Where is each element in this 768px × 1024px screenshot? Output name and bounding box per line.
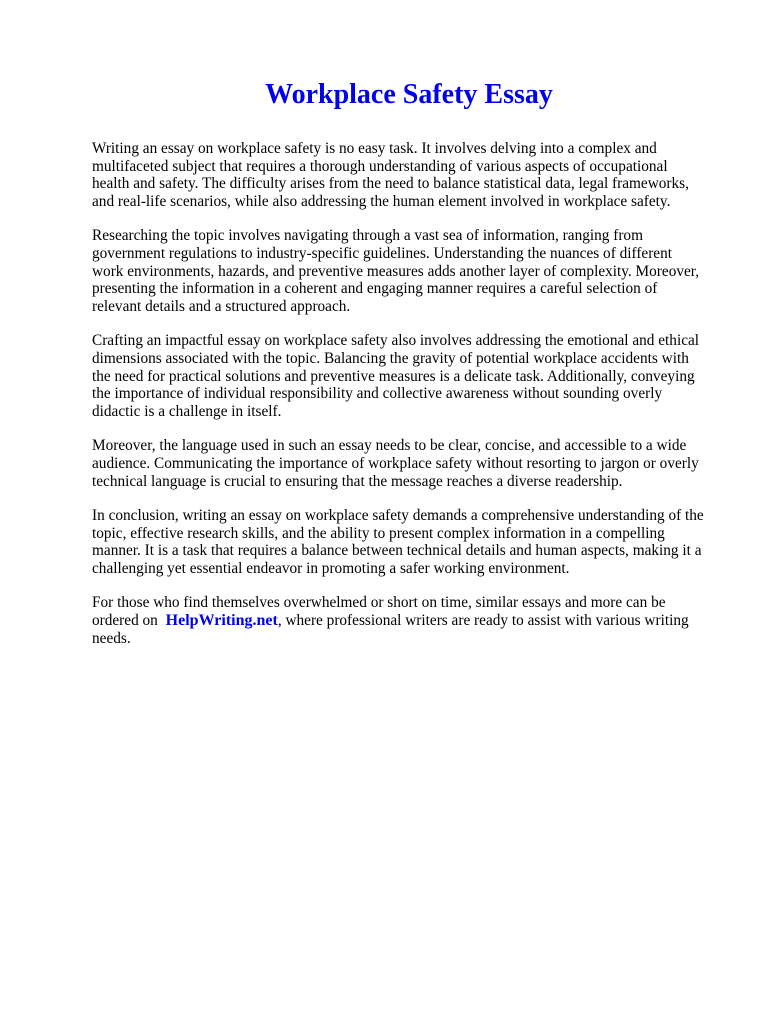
paragraph-2: Researching the topic involves navigating through a vast sea of information, ranging from government regulations to industry-specific guidelines. Understanding the nuances of different work environments, hazards, and preventive measures adds another layer of complexity. Moreover, presenting the information in a coherent and engaging manner requires a careful selection of relevant details and a structured approach.: [92, 227, 700, 315]
paragraph-1: Writing an essay on workplace safety is no easy task. It involves delving into a complex and multifaceted subject that requires a thorough understanding of various aspects of occupational health and safety. The difficulty arises from the need to balance statistical data, legal frameworks, and real-life scenarios, while also addressing the human element involved in workplace safety.: [92, 140, 689, 210]
paragraph-5: In conclusion, writing an essay on workplace safety demands a comprehensive understanding of the topic, effective research skills, and the ability to present complex information in a compelling manner. It is a task that requires a balance between technical details and human aspects, making it a challenging yet essential endeavor in promoting a safer working environment.: [92, 507, 704, 577]
paragraph-4: Moreover, the language used in such an essay needs to be clear, concise, and accessible to a wide audience. Communicating the importance of workplace safety without resorting to jargon or overly technical language is crucial to ensuring that the message reaches a diverse readership.: [92, 437, 699, 490]
closing-text-after-link: , where professional writers are ready to assist with various writing needs.: [92, 612, 689, 647]
closing-text-before-link: For those who find themselves overwhelmed or short on time, similar essays and more can be ordered on: [92, 594, 666, 630]
closing-paragraph: [92, 594, 706, 647]
paragraph-3: Crafting an impactful essay on workplace safety also involves addressing the emotional and ethical dimensions associated with the topic. Balancing the gravity of potential workplace accidents with the need for practical solutions and preventive measures is a delicate task. Additionally, conveying the importance of individual responsibility and collective awareness without sounding overly didactic is a challenge in itself.: [92, 332, 700, 420]
helpwriting-link[interactable]: HelpWriting.net: [165, 612, 278, 630]
document-title: Workplace Safety Essay: [265, 79, 553, 110]
